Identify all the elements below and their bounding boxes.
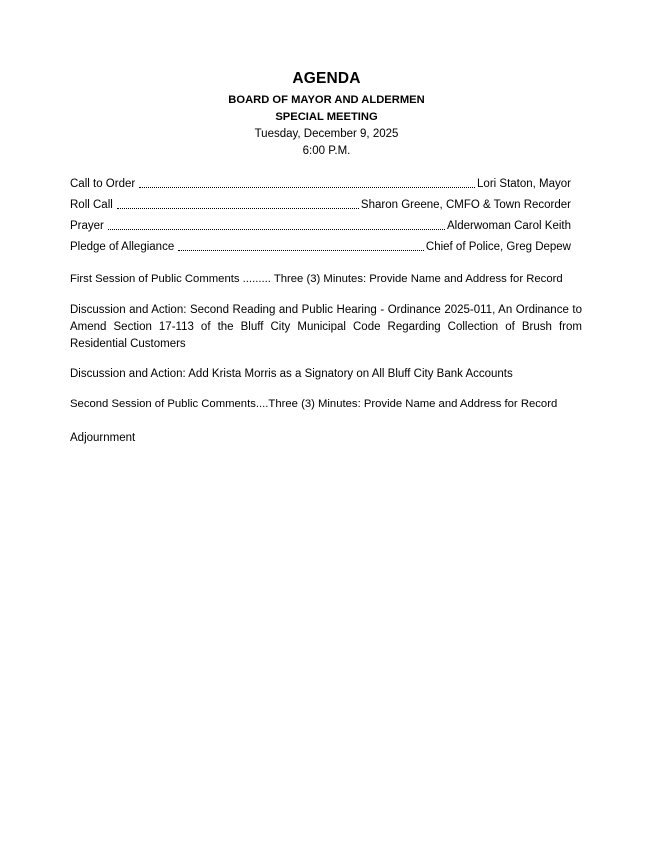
agenda-item-adjournment: Adjournment: [70, 432, 136, 444]
dot-leader: [139, 187, 475, 188]
dot-leader: [117, 208, 359, 209]
item-label: Call to Order: [70, 178, 136, 190]
item-person: Chief of Police, Greg Depew: [425, 241, 571, 253]
item-label: Roll Call: [70, 199, 113, 211]
agenda-item-first-public-comments: First Session of Public Comments ......... Three (3) Minutes: Provide Name and Address for Record: [70, 273, 563, 285]
board-name: BOARD OF MAYOR AND ALDERMEN: [228, 94, 425, 106]
item-person: Lori Staton, Mayor: [477, 178, 571, 190]
agenda-item-ordinance: Discussion and Action: Second Reading and Public Hearing - Ordinance 2025-011, An Ordinance to Amend Section 17-113 of the Bluff City Municipal Code Regarding Collection of Brush from Residential Customers: [70, 304, 582, 350]
agenda-title: AGENDA: [292, 70, 361, 87]
meeting-type: SPECIAL MEETING: [275, 111, 378, 123]
meeting-date: Tuesday, December 9, 2025: [254, 128, 399, 140]
agenda-item-roll-call: [70, 196, 571, 212]
item-label: Pledge of Allegiance: [70, 241, 175, 253]
dot-leader: [178, 250, 424, 251]
item-person: Sharon Greene, CMFO & Town Recorder: [360, 199, 571, 211]
agenda-item-prayer: [70, 217, 571, 233]
item-label: Prayer: [70, 220, 104, 232]
agenda-item-pledge: [70, 238, 571, 254]
dot-leader: [108, 229, 445, 230]
item-person: Alderwoman Carol Keith: [446, 220, 571, 232]
agenda-item-call-to-order: [70, 175, 571, 191]
agenda-item-signatory: Discussion and Action: Add Krista Morris as a Signatory on All Bluff City Bank Accounts: [70, 368, 513, 380]
agenda-item-second-public-comments: Second Session of Public Comments....Three (3) Minutes: Provide Name and Address for Record: [70, 398, 558, 410]
meeting-time: 6:00 P.M.: [302, 145, 351, 157]
